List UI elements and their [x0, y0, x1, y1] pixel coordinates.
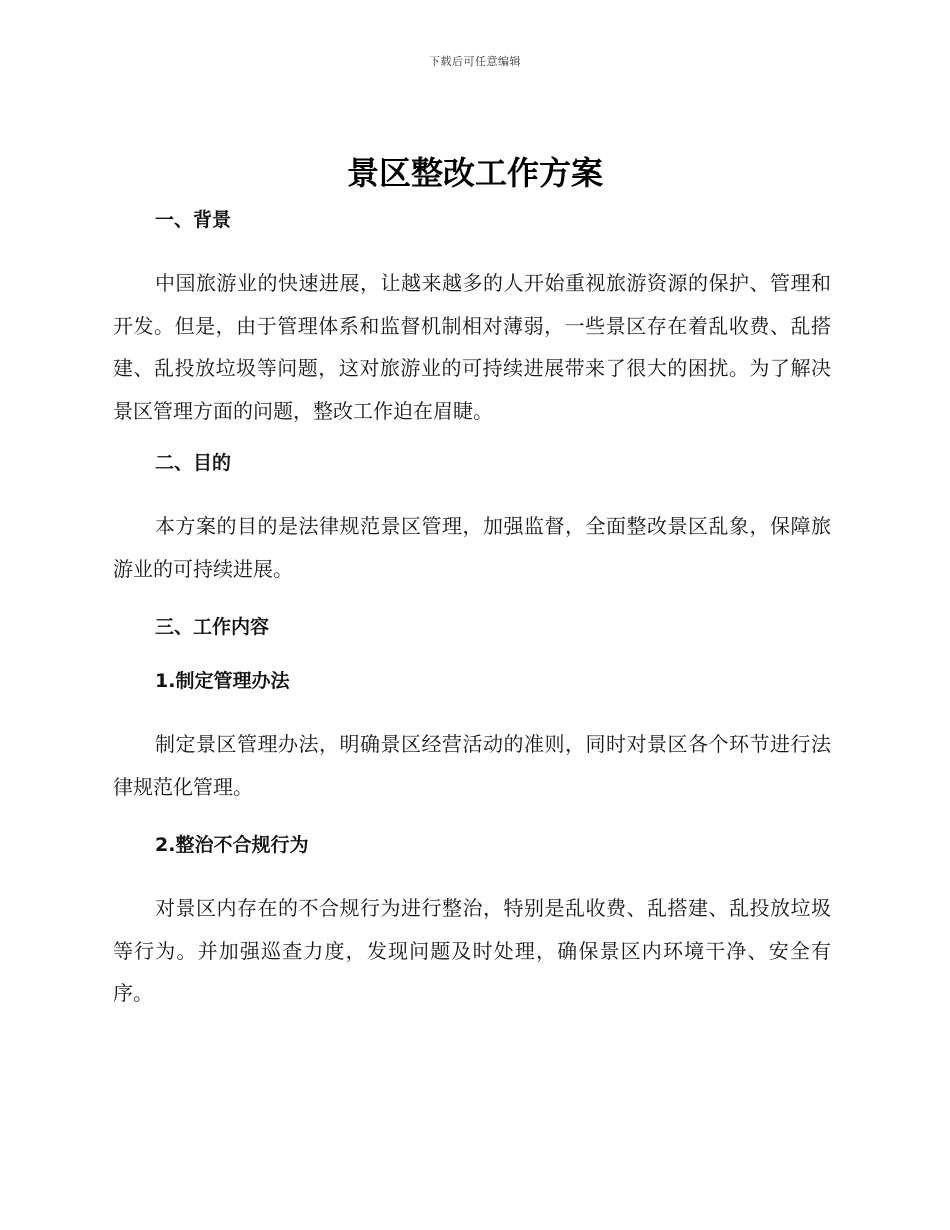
section-heading-work-content: 三、工作内容 [155, 616, 270, 638]
subsection-heading-2: 2.整治不合规行为 [155, 834, 309, 856]
spacer [113, 590, 831, 610]
section-heading-background: 一、背景 [155, 209, 232, 231]
header-note: 下载后可任意编辑 [429, 55, 521, 68]
paragraph-subsection-2: 对景区内存在的不合规行为进行整治，特别是乱收费、乱搭建、乱投放垃圾等行为。并加强巡查力度，发现问题及时处理，确保景区内环境干净、安全有序。 [113, 896, 831, 1005]
spacer [113, 862, 831, 887]
spacer [113, 237, 831, 262]
spacer [113, 644, 831, 664]
spacer [113, 808, 831, 828]
paragraph-background: 中国旅游业的快速进展，让越来越多的人开始重视旅游资源的保护、管理和开发。但是，由于管理体系和监督机制相对薄弱，一些景区存在着乱收费、乱搭建、乱投放垃圾等问题，这对旅游业的可持续进展带来了很大的困扰。为了解决景区管理方面的问题，整改工作迫在眉睫。 [113, 271, 831, 423]
spacer [113, 698, 831, 723]
paragraph-subsection-1: 制定景区管理办法，明确景区经营活动的准则，同时对景区各个环节进行法律规范化管理。 [113, 732, 831, 799]
subsection-heading-1: 1.制定管理办法 [155, 670, 290, 692]
section-heading-purpose: 二、目的 [155, 452, 232, 474]
document-title: 景区整改工作方案 [346, 154, 603, 192]
paragraph-purpose: 本方案的目的是法律规范景区管理，加强监督，全面整改景区乱象，保障旅游业的可持续进展。 [113, 514, 831, 581]
document-body [113, 203, 831, 1015]
spacer [113, 480, 831, 505]
spacer [113, 432, 831, 446]
